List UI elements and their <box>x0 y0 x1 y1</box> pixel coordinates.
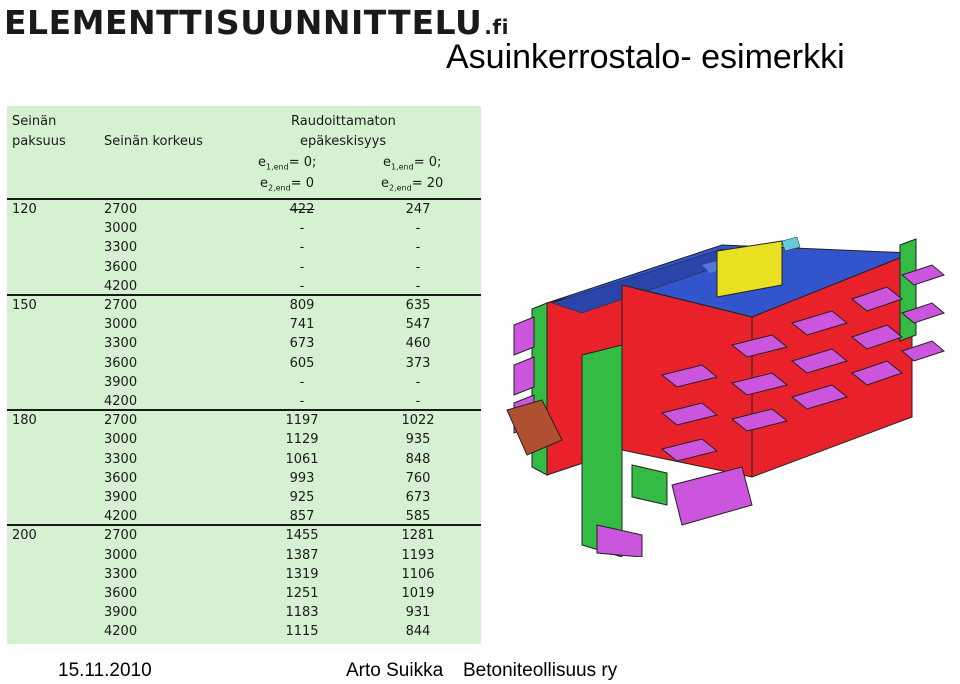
cell-height: 3300 <box>104 336 138 352</box>
cell-height: 3300 <box>104 451 138 467</box>
table-row <box>7 220 481 239</box>
table-row <box>7 527 481 546</box>
cell-height: 3000 <box>104 317 138 333</box>
group-separator <box>7 294 481 296</box>
cell-case-a: 741 <box>289 317 315 333</box>
table-row <box>7 259 481 278</box>
cell-case-a: 1455 <box>285 528 319 544</box>
cell-case-b: 1281 <box>401 528 435 544</box>
table-row <box>7 585 481 604</box>
slide-title: Asuinkerrostalo- esimerkki <box>446 38 845 76</box>
header-thickness-2: paksuus <box>12 134 66 149</box>
cell-case-a: 1129 <box>285 432 319 448</box>
cell-case-a: 1115 <box>285 624 319 640</box>
cell-case-b: 547 <box>405 317 431 333</box>
cell-case-b: 373 <box>405 355 431 371</box>
cell-case-b: 935 <box>405 432 431 448</box>
cell-case-b: 460 <box>405 336 431 352</box>
cell-height: 2700 <box>104 413 138 429</box>
cell-case-a: - <box>299 374 305 390</box>
cell-height: 4200 <box>104 394 138 409</box>
cell-case-a: 1319 <box>285 566 319 582</box>
case-sub: 2,end <box>389 183 412 193</box>
cell-height: 3900 <box>104 374 138 390</box>
cell-case-b: 844 <box>405 624 431 640</box>
cell-case-b: - <box>415 259 421 275</box>
header-case-a-line2 <box>260 176 314 193</box>
table-row <box>7 604 481 623</box>
case-text: e <box>381 176 389 191</box>
cell-case-b: 585 <box>405 509 431 525</box>
cell-height: 3000 <box>104 221 138 237</box>
table-row <box>7 201 481 220</box>
case-sub: 1,end <box>391 162 414 172</box>
cell-case-a: 857 <box>289 509 315 525</box>
case-text: = 0; <box>413 155 442 170</box>
cell-case-b: 760 <box>405 470 431 486</box>
cell-case-b: 1022 <box>401 413 435 429</box>
case-text: = 20 <box>411 176 444 191</box>
cell-case-a: 422 <box>289 202 315 217</box>
case-text: = 0 <box>290 176 314 191</box>
cell-height: 2700 <box>104 202 138 217</box>
wall-capacity-table <box>7 106 481 644</box>
table-row <box>7 355 481 374</box>
cell-height: 3900 <box>104 490 138 505</box>
building-model-image <box>492 205 948 557</box>
table-row <box>7 239 481 258</box>
case-sub: 2,end <box>268 183 291 193</box>
cell-case-a: 1183 <box>285 605 319 621</box>
cell-case-a: 809 <box>289 298 315 313</box>
cell-height: 4200 <box>104 624 138 640</box>
cell-case-b: 1019 <box>401 586 435 601</box>
cell-case-a: 1251 <box>285 586 319 601</box>
cell-case-a: 1197 <box>285 413 319 429</box>
cell-case-a: - <box>299 394 305 409</box>
cell-thickness: 120 <box>12 202 37 217</box>
cell-case-b: 247 <box>405 202 431 217</box>
footer-date: 15.11.2010 <box>58 660 152 681</box>
logo-part: TI <box>179 3 216 42</box>
case-text: = 0; <box>288 155 317 170</box>
header-group-2: epäkeskisyys <box>300 134 387 149</box>
header-case-b-line1 <box>383 155 441 172</box>
cell-case-a: 925 <box>289 490 315 505</box>
logo-part: ELEMENT <box>4 3 180 42</box>
cell-case-a: - <box>299 221 305 237</box>
cell-height: 2700 <box>104 298 138 313</box>
cell-case-b: 1193 <box>401 547 435 563</box>
header-case-b-line2 <box>381 176 443 193</box>
cell-case-b: - <box>415 240 421 256</box>
cell-height: 4200 <box>104 278 138 294</box>
cell-thickness: 150 <box>12 298 37 313</box>
table-row <box>7 451 481 470</box>
table-row <box>7 335 481 354</box>
cell-height: 3300 <box>104 240 138 256</box>
cell-case-a: - <box>299 259 305 275</box>
table-row <box>7 297 481 316</box>
cell-case-b: 673 <box>405 490 431 505</box>
table-row <box>7 566 481 585</box>
table-row <box>7 412 481 431</box>
cell-height: 3000 <box>104 547 138 563</box>
cell-case-b: - <box>415 394 421 409</box>
cell-case-a: 1387 <box>285 547 319 563</box>
cell-height: 2700 <box>104 528 138 544</box>
cell-case-b: - <box>415 278 421 294</box>
table-row <box>7 316 481 335</box>
cell-case-a: 673 <box>289 336 315 352</box>
cell-case-b: - <box>415 374 421 390</box>
logo-part: TT <box>363 3 412 42</box>
cell-case-b: 635 <box>405 298 431 313</box>
header-height: Seinän korkeus <box>104 134 203 149</box>
cell-height: 3000 <box>104 432 138 448</box>
case-sub: 1,end <box>266 162 289 172</box>
cell-height: 3600 <box>104 470 138 486</box>
table-row <box>7 431 481 450</box>
header-group-1: Raudoittamaton <box>291 114 396 129</box>
case-text: e <box>260 176 268 191</box>
cell-height: 3600 <box>104 355 138 371</box>
header-thickness-1: Seinän <box>12 114 57 129</box>
cell-case-a: - <box>299 240 305 256</box>
logo <box>4 0 509 40</box>
cell-thickness: 180 <box>12 413 37 429</box>
cell-height: 3900 <box>104 605 138 621</box>
cell-height: 3600 <box>104 259 138 275</box>
logo-part: ELU <box>411 3 483 42</box>
group-separator <box>7 524 481 526</box>
cell-height: 4200 <box>104 509 138 525</box>
cell-height: 3600 <box>104 586 138 601</box>
cell-case-b: 931 <box>405 605 431 621</box>
cell-thickness: 200 <box>12 528 37 544</box>
table-row <box>7 470 481 489</box>
case-text: e <box>258 155 266 170</box>
cell-height: 3300 <box>104 566 138 582</box>
logo-part: SUUNNI <box>215 3 364 42</box>
header-case-a-line1 <box>258 155 316 172</box>
cell-case-a: 1061 <box>285 451 319 467</box>
cell-case-b: - <box>415 221 421 237</box>
cell-case-b: 1106 <box>401 566 435 582</box>
table-row <box>7 547 481 566</box>
cell-case-b: 848 <box>405 451 431 467</box>
logo-tld: .fi <box>484 15 509 39</box>
table-row <box>7 374 481 393</box>
group-separator <box>7 198 481 200</box>
table-row <box>7 623 481 642</box>
case-text: e <box>383 155 391 170</box>
cell-case-a: - <box>299 278 305 294</box>
footer-organization: Betoniteollisuus ry <box>463 660 618 681</box>
group-separator <box>7 409 481 411</box>
footer-author: Arto Suikka <box>346 660 444 681</box>
table-row <box>7 489 481 508</box>
cell-case-a: 993 <box>289 470 315 486</box>
cell-case-a: 605 <box>289 355 315 371</box>
